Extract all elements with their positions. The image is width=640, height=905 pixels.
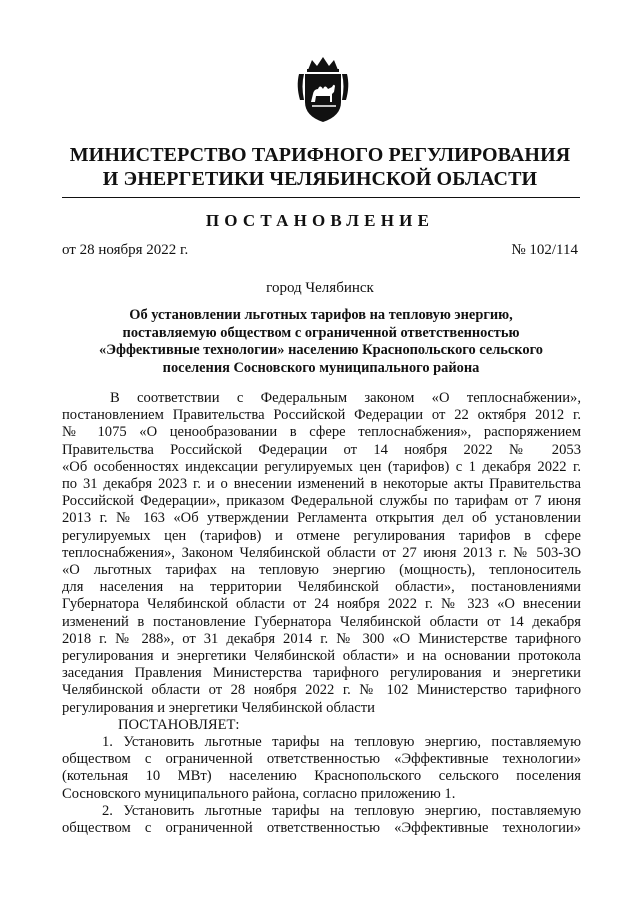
document-date: от 28 ноября 2022 г.	[62, 242, 189, 258]
item-1-line: 1. Установить льготные тарифы на тепловую энергию, поставляемую	[102, 734, 581, 751]
document-body	[62, 390, 581, 837]
item-1-line: (котельная 10 МВт) населению Краснопольского сельского поселения	[62, 768, 581, 785]
preamble-line: Российской Федерации», приказом Федеральной службы по тарифам от 7 июня	[62, 493, 581, 510]
item-2-line: 2. Установить льготные тарифы на тепловую энергию, поставляемую	[102, 802, 581, 819]
item-1-line: обществом с ограниченной ответственностью «Эффективные технологии»	[62, 751, 581, 768]
document-type: ПОСТАНОВЛЕНИЕ	[205, 211, 435, 230]
preamble-line: изменений в постановление Губернатора Челябинской области от 14 декабря	[62, 613, 581, 630]
preamble-line: заседания Правления Министерства тарифного регулирования и энергетики	[62, 665, 581, 682]
preamble-line: 2013 г. № 163 «Об утверждении Регламента открытия дел об установлении	[62, 510, 581, 527]
coat-of-arms-icon	[296, 56, 350, 124]
header-divider	[62, 197, 580, 198]
preamble-line: по 31 декабря 2023 г. и о внесении изменений в некоторые акты Правительства	[62, 476, 581, 493]
preamble-line: Правительства Российской Федерации от 14 ноября 2022 № 2053	[62, 441, 581, 458]
document-title	[62, 307, 580, 377]
preamble-line: регулируемых цен (тарифов) и отмене регулирования тарифов в сфере	[62, 527, 581, 544]
title-line: поселения Сосновского муниципального района	[162, 359, 480, 376]
preamble-line: Губернатора Челябинской области от 24 ноября 2022 г. № 323 «О внесении	[62, 596, 581, 613]
preamble-line: № 1075 «О ценообразовании в сфере теплоснабжения», распоряжением	[62, 424, 581, 441]
preamble-line: Челябинской области от 28 ноября 2022 г. № 102 Министерство тарифного	[62, 682, 581, 699]
title-line: Об установлении льготных тарифов на тепловую энергию,	[129, 307, 513, 323]
preamble-line: В соответствии с Федеральным законом «О теплоснабжении»,	[110, 390, 581, 406]
title-line: «Эффективные технологии» населению Краснопольского сельского	[99, 342, 543, 359]
preamble-line: регулирования и энергетики Челябинской области	[62, 699, 375, 716]
preamble-line: «О льготных тарифах на тепловую энергию (мощность), теплоноситель	[62, 562, 581, 579]
ministry-line-1: МИНИСТЕРСТВО ТАРИФНОГО РЕГУЛИРОВАНИЯ	[69, 144, 571, 166]
document-number: № 102/114	[511, 242, 578, 258]
preamble-line: теплоснабжения», Законом Челябинской области от 27 июня 2013 г. № 503-ЗО	[62, 544, 581, 561]
preamble-line: для населения на территории Челябинской области», постановлениями	[62, 579, 581, 596]
preamble-line: постановлением Правительства Российской Федерации от 22 октября 2012 г.	[62, 407, 581, 424]
item-2-line: обществом с ограниченной ответственностью «Эффективные технологии»	[62, 820, 581, 837]
item-1-line: Сосновского муниципального района, согласно приложению 1.	[62, 785, 456, 802]
document-city: город Челябинск	[266, 280, 374, 296]
ministry-line-2: И ЭНЕРГЕТИКИ ЧЕЛЯБИНСКОЙ ОБЛАСТИ	[102, 168, 538, 190]
decree-word: ПОСТАНОВЛЯЕТ:	[118, 716, 240, 733]
preamble-line: регулирования и энергетики Челябинской области» и на основании протокола	[62, 648, 581, 665]
title-line: поставляемую обществом с ограниченной ответственностью	[122, 324, 520, 341]
ministry-name	[40, 143, 600, 191]
preamble-line: 2018 г. № 288», от 31 декабря 2014 г. № 300 «О Министерстве тарифного	[62, 630, 581, 647]
preamble-line: «Об особенностях индексации регулируемых цен (тарифов) с 1 декабря 2022 г.	[62, 458, 581, 475]
